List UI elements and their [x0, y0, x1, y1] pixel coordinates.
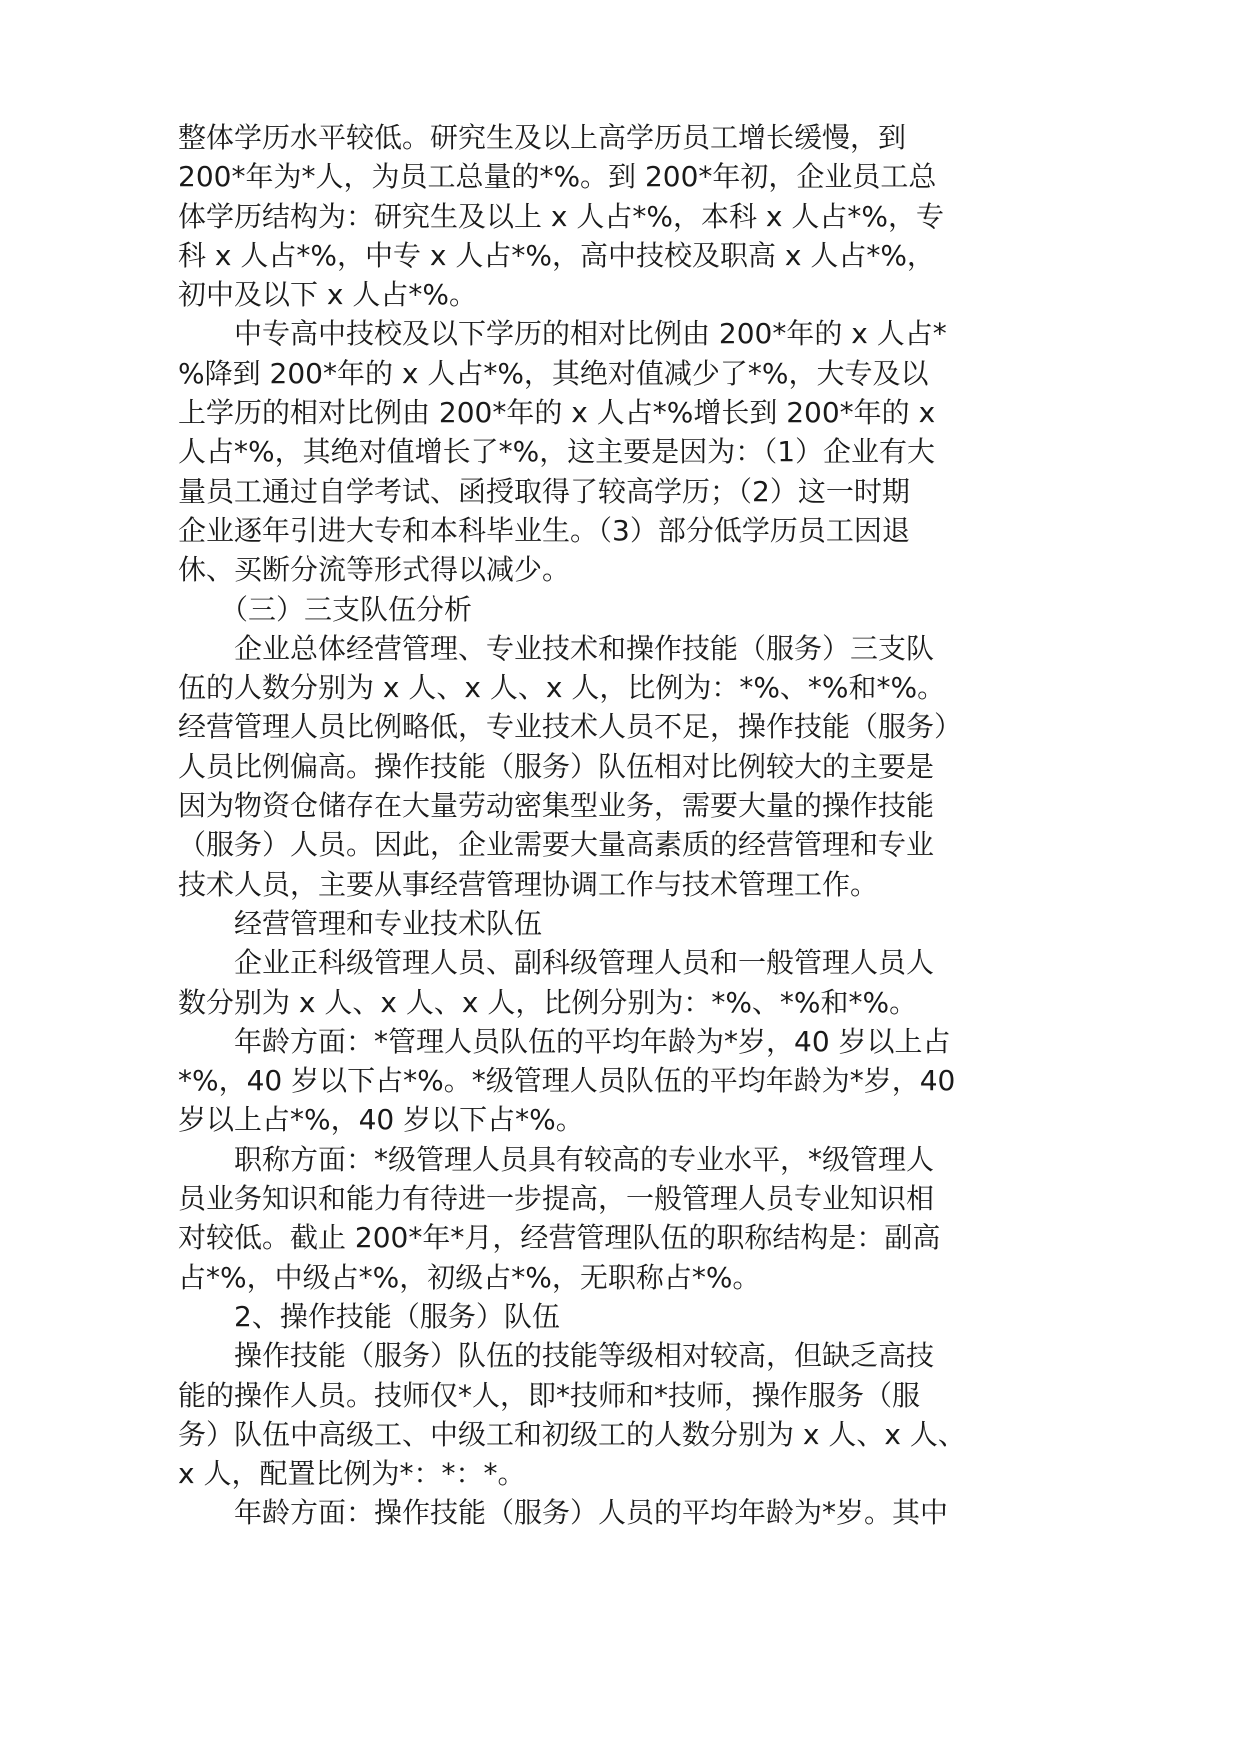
text-line: 休、买断分流等形式得以减少。	[178, 553, 571, 587]
text-line: 上学历的相对比例由 200*年的 x 人占*%增长到 200*年的 x	[178, 396, 936, 430]
text-line: 占*%，中级占*%，初级占*%，无职称占*%。	[178, 1260, 761, 1294]
text-line: 200*年为*人，为员工总量的*%。到 200*年初，企业员工总	[178, 160, 937, 194]
text-line: 初中及以下 x 人占*%。	[178, 278, 477, 312]
text-line: 企业总体经营管理、专业技术和操作技能（服务）三支队	[178, 631, 935, 665]
text-line: %降到 200*年的 x 人占*%，其绝对值减少了*%，大专及以	[178, 356, 929, 390]
text-line: 技术人员，主要从事经营管理协调工作与技术管理工作。	[178, 867, 879, 901]
text-line: 科 x 人占*%，中专 x 人占*%，高中技校及职高 x 人占*%，	[178, 238, 935, 272]
text-line: 年龄方面：*管理人员队伍的平均年龄为*岁，40 岁以上占	[178, 1024, 951, 1058]
text-line: 经营管理和专业技术队伍	[178, 906, 543, 940]
text-line: x 人，配置比例为*：*：*。	[178, 1457, 526, 1491]
text-line: 人占*%，其绝对值增长了*%，这主要是因为：（1）企业有大	[178, 435, 936, 469]
text-line: 人员比例偏高。操作技能（服务）队伍相对比例较大的主要是	[178, 749, 935, 783]
text-line: 对较低。截止 200*年*月，经营管理队伍的职称结构是：副高	[178, 1221, 941, 1255]
text-line: 数分别为 x 人、x 人、x 人，比例分别为：*%、*%和*%。	[178, 985, 918, 1019]
text-line: 务）队伍中高级工、中级工和初级工的人数分别为 x 人、x 人、	[178, 1417, 966, 1451]
text-line: 企业正科级管理人员、副科级管理人员和一般管理人员人	[178, 946, 935, 980]
para-education-trend	[178, 314, 1070, 589]
text-line: 年龄方面：操作技能（服务）人员的平均年龄为*岁。其中	[178, 1496, 949, 1530]
document-body	[178, 118, 1070, 1533]
para-operation-age	[178, 1493, 1070, 1532]
text-line: （服务）人员。因此，企业需要大量高素质的经营管理和专业	[178, 828, 935, 862]
text-line: 2、操作技能（服务）队伍	[178, 1299, 560, 1333]
text-line: 员业务知识和能力有待进一步提高，一般管理人员专业知识相	[178, 1182, 935, 1216]
heading-operation-team	[178, 1297, 1070, 1336]
heading-three-teams	[178, 590, 1070, 629]
text-line: 职称方面：*级管理人员具有较高的专业水平，*级管理人	[178, 1142, 935, 1176]
text-line: 中专高中技校及以下学历的相对比例由 200*年的 x 人占*	[178, 317, 947, 351]
text-line: 体学历结构为：研究生及以上 x 人占*%，本科 x 人占*%，专	[178, 199, 944, 233]
text-line: 因为物资仓储存在大量劳动密集型业务，需要大量的操作技能	[178, 789, 935, 823]
text-line: 量员工通过自学考试、函授取得了较高学历；（2）这一时期	[178, 474, 910, 508]
para-management-count	[178, 943, 1070, 1022]
para-management-age	[178, 1022, 1070, 1140]
heading-management-team	[178, 904, 1070, 943]
para-education-overview	[178, 118, 1070, 314]
text-line: 岁以上占*%，40 岁以下占*%。	[178, 1103, 584, 1137]
para-management-title	[178, 1140, 1070, 1297]
text-line: 能的操作人员。技师仅*人，即*技师和*技师，操作服务（服	[178, 1378, 921, 1412]
text-line: 操作技能（服务）队伍的技能等级相对较高，但缺乏高技	[178, 1339, 935, 1373]
text-line: 企业逐年引进大专和本科毕业生。（3）部分低学历员工因退	[178, 513, 910, 547]
text-line: 整体学历水平较低。研究生及以上高学历员工增长缓慢，到	[178, 121, 907, 154]
para-three-teams	[178, 629, 1070, 904]
text-line: 伍的人数分别为 x 人、x 人、x 人，比例为：*%、*%和*%。	[178, 671, 946, 705]
text-line: 经营管理人员比例略低，专业技术人员不足，操作技能（服务）	[178, 710, 963, 744]
text-line: （三）三支队伍分析	[178, 592, 473, 626]
text-line: *%，40 岁以下占*%。*级管理人员队伍的平均年龄为*岁，40	[178, 1064, 956, 1098]
para-operation-skill	[178, 1336, 1070, 1493]
